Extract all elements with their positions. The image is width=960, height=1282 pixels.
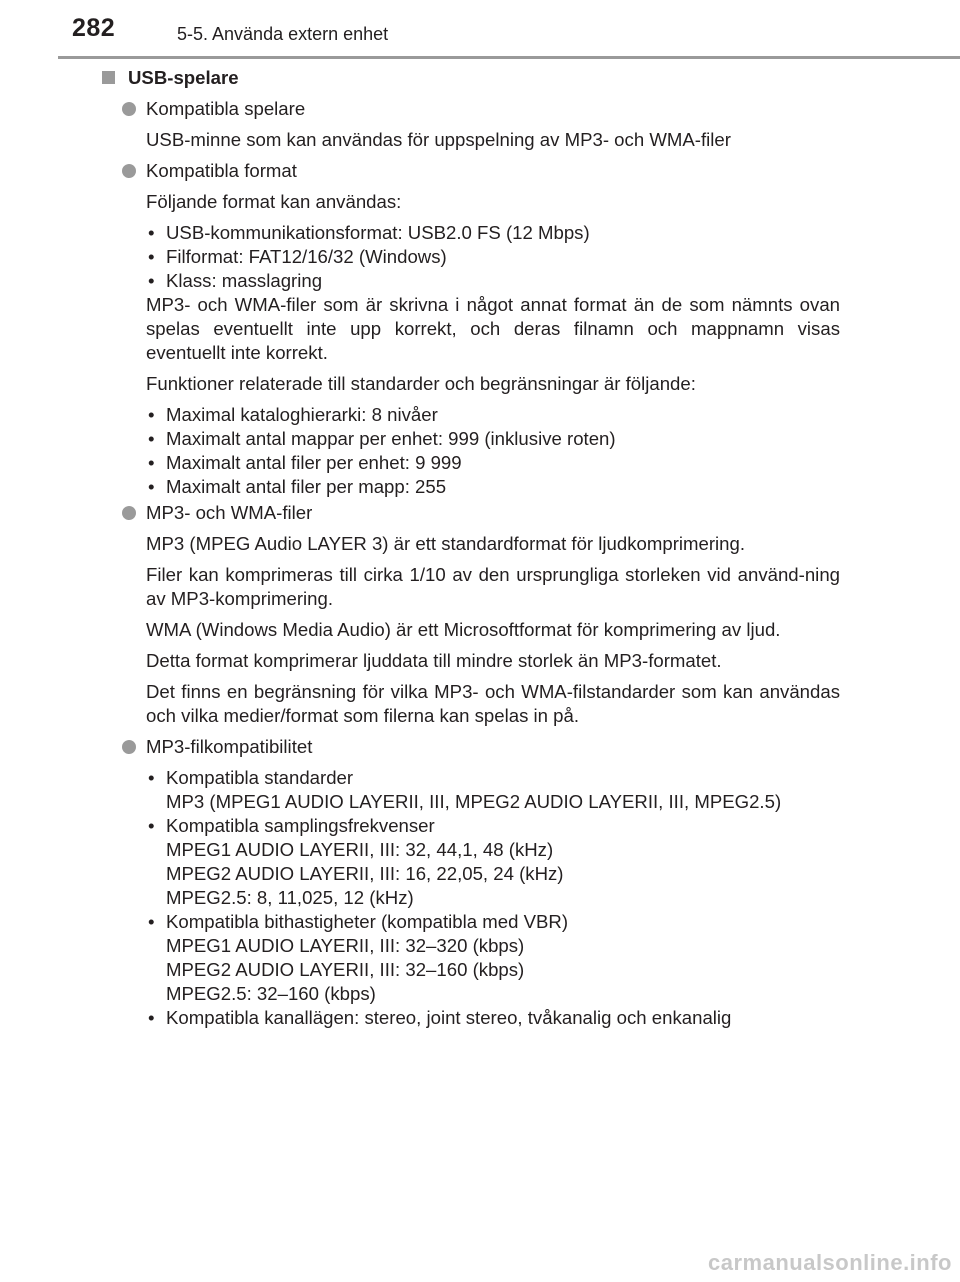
- paragraph: Det finns en begränsning för vilka MP3- och WMA-filstandarder som kan användas och vilka medier/format som filerna kan spelas in på.: [146, 681, 840, 726]
- paragraph: Följande format kan användas:: [146, 191, 402, 212]
- list-item-label: • Kompatibla bithastigheter (kompatibla med VBR): [166, 911, 569, 932]
- list-item: [146, 910, 840, 1006]
- list-item: • Filformat: FAT12/16/32 (Windows): [146, 245, 840, 269]
- list-item-line: MPEG2.5: 32–160 (kbps): [166, 983, 376, 1004]
- watermark: carmanualsonline.info: [708, 1250, 952, 1275]
- list-item: • Maximal kataloghierarki: 8 nivåer: [146, 403, 840, 427]
- item-heading: [100, 159, 840, 183]
- list-item: • Maximalt antal filer per enhet: 9 999: [146, 451, 840, 475]
- list-item-line: MPEG2.5: 8, 11,025, 12 (kHz): [166, 887, 414, 908]
- page-content: [100, 66, 840, 1030]
- section-heading: [100, 66, 840, 90]
- item-title: Kompatibla spelare: [146, 98, 306, 119]
- list-item: • Klass: masslagring: [146, 269, 840, 293]
- circle-bullet-icon: [122, 164, 136, 178]
- square-bullet-icon: [102, 71, 115, 84]
- page-header: [0, 0, 960, 62]
- list-item-label: • Kompatibla standarder: [166, 767, 354, 788]
- page-number: 282: [72, 14, 116, 42]
- item-title: Kompatibla format: [146, 160, 297, 181]
- item-title: MP3-filkompatibilitet: [146, 736, 313, 757]
- list-item-line: MP3 (MPEG1 AUDIO LAYERII, III, MPEG2 AUDIO LAYERII, III, MPEG2.5): [166, 791, 782, 812]
- bullet-list: [100, 221, 840, 293]
- list-item: • Maximalt antal filer per mapp: 255: [146, 475, 840, 499]
- section-title: USB-spelare: [128, 67, 239, 88]
- paragraph: Funktioner relaterade till standarder och begränsningar är följande:: [146, 373, 696, 394]
- list-item: • USB-kommunikationsformat: USB2.0 FS (12 Mbps): [146, 221, 840, 245]
- item-heading: [100, 735, 840, 759]
- list-item: [146, 814, 840, 910]
- paragraph: MP3 (MPEG Audio LAYER 3) är ett standardformat för ljudkomprimering.: [146, 533, 746, 554]
- list-item-line: MPEG1 AUDIO LAYERII, III: 32–320 (kbps): [166, 935, 525, 956]
- paragraph: USB-minne som kan användas för uppspelning av MP3- och WMA-filer: [146, 129, 731, 150]
- bullet-list: [100, 766, 840, 1030]
- bullet-list: [100, 403, 840, 499]
- list-item-line: MPEG2 AUDIO LAYERII, III: 16, 22,05, 24 (kHz): [166, 863, 564, 884]
- list-item: • Maximalt antal mappar per enhet: 999 (inklusive roten): [146, 427, 840, 451]
- item-title: MP3- och WMA-filer: [146, 502, 313, 523]
- list-item-label: • Kompatibla samplingsfrekvenser: [166, 815, 435, 836]
- list-item-line: MPEG1 AUDIO LAYERII, III: 32, 44,1, 48 (kHz): [166, 839, 554, 860]
- item-heading: [100, 97, 840, 121]
- circle-bullet-icon: [122, 102, 136, 116]
- chapter-title: 5-5. Använda extern enhet: [177, 24, 389, 44]
- circle-bullet-icon: [122, 740, 136, 754]
- item-heading: [100, 501, 840, 525]
- header-rule: [58, 56, 960, 59]
- paragraph: WMA (Windows Media Audio) är ett Microsoftformat för komprimering av ljud.: [146, 619, 781, 640]
- paragraph: Detta format komprimerar ljuddata till mindre storlek än MP3-formatet.: [146, 650, 722, 671]
- list-item: [146, 766, 840, 814]
- list-item: [146, 1006, 840, 1030]
- list-item-label: • Kompatibla kanallägen: stereo, joint stereo, tvåkanalig och enkanalig: [166, 1007, 732, 1028]
- paragraph: MP3- och WMA-filer som är skrivna i något annat format än de som nämnts ovan spelas eventuellt inte upp korrekt, och deras filnamn och mappnamn visas eventuellt inte korrekt.: [146, 294, 840, 363]
- list-item-line: MPEG2 AUDIO LAYERII, III: 32–160 (kbps): [166, 959, 525, 980]
- paragraph: Filer kan komprimeras till cirka 1/10 av den ursprungliga storleken vid använd-ning av MP3-komprimering.: [146, 564, 840, 609]
- circle-bullet-icon: [122, 506, 136, 520]
